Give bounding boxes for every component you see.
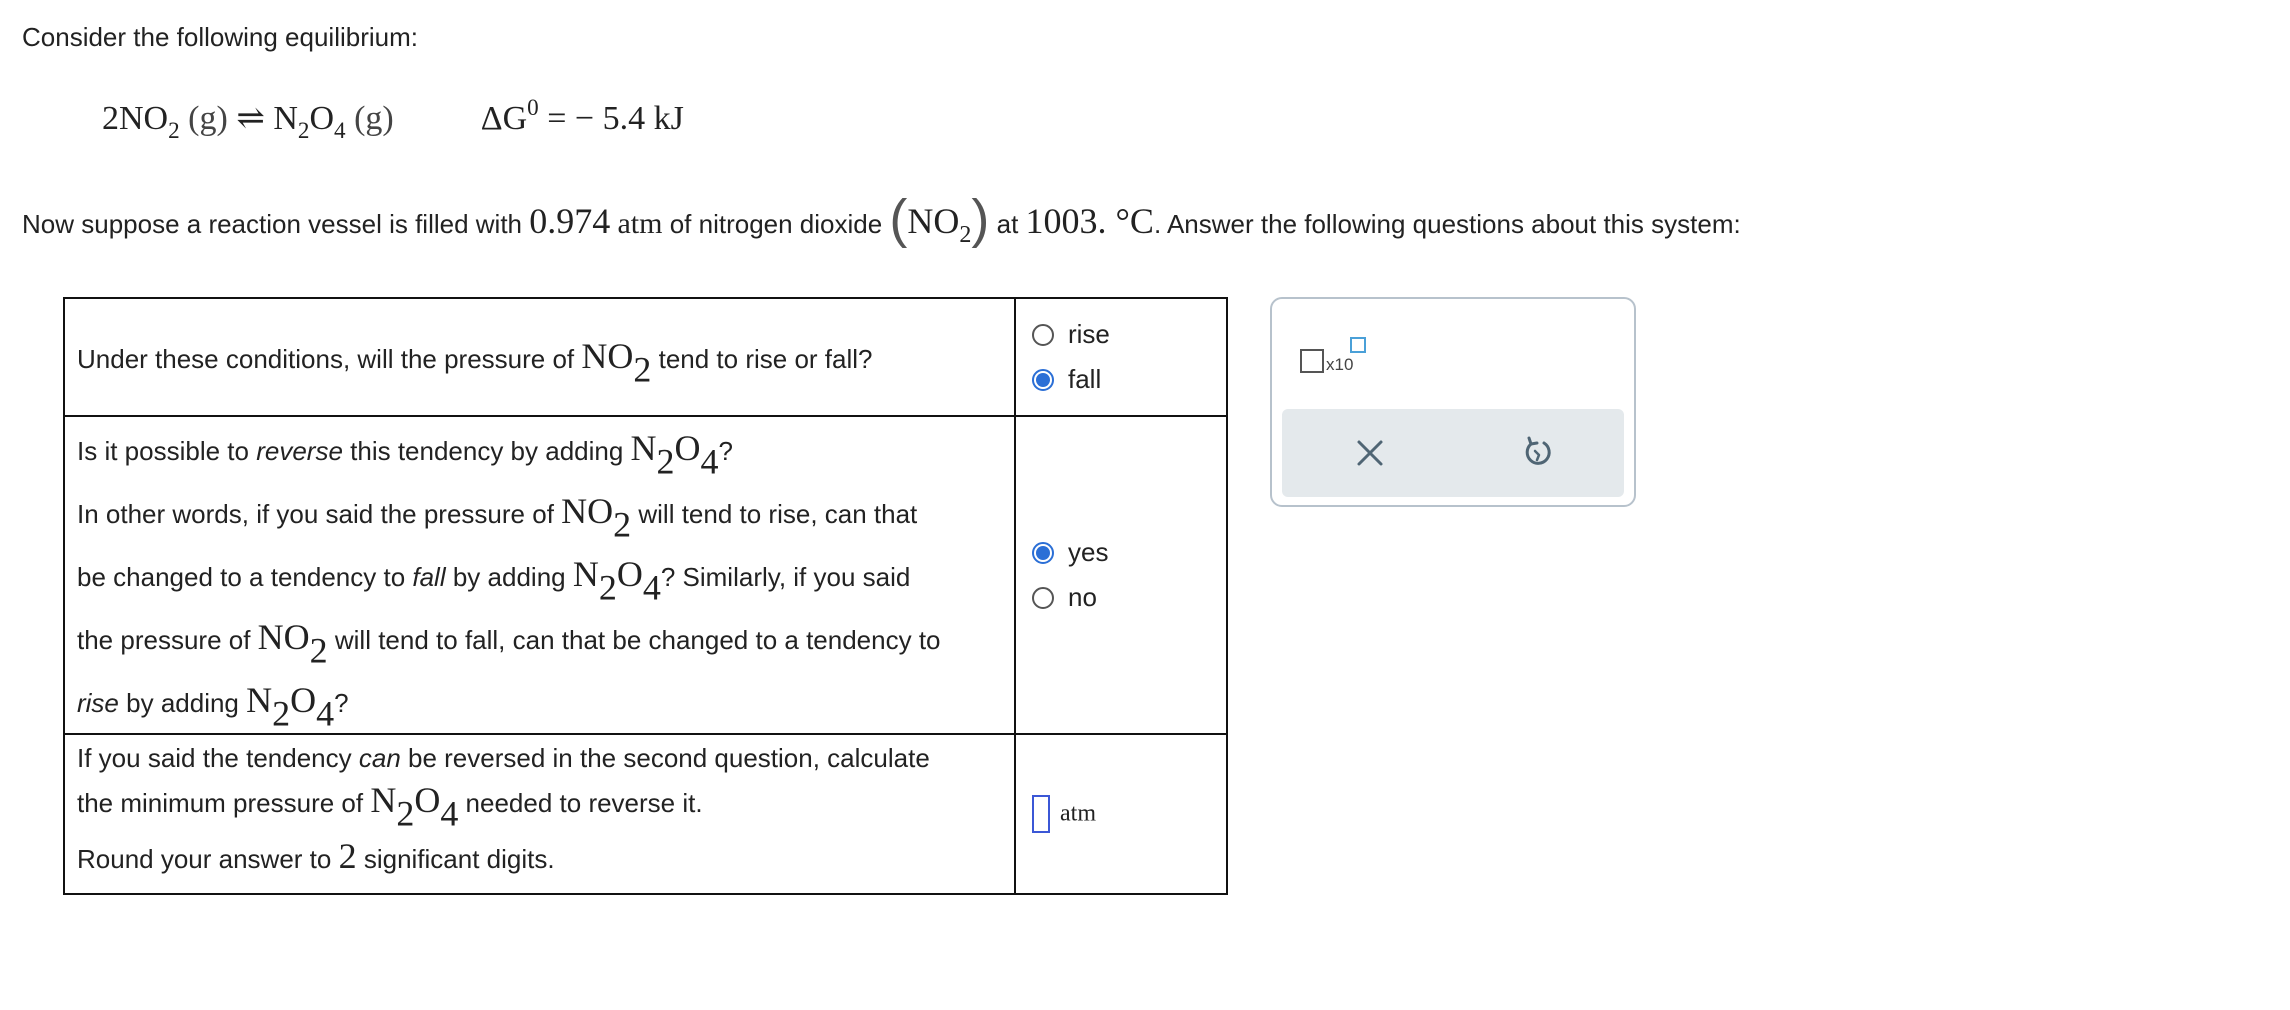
radio-no-button[interactable] bbox=[1032, 587, 1054, 609]
scenario-text: Now suppose a reaction vessel is filled with 0.974 atm of nitrogen dioxide $(NO_2)$ at 1003. °C. Answer the following questions about this system: bbox=[22, 189, 1741, 249]
question-table bbox=[63, 297, 1228, 895]
answer-3 bbox=[1015, 734, 1227, 894]
answer-unit: atm bbox=[1060, 800, 1096, 827]
answer-tools-panel bbox=[1270, 297, 1636, 507]
radio-no[interactable]: no bbox=[1032, 582, 1226, 613]
clear-button[interactable] bbox=[1348, 431, 1392, 475]
question-row-3 bbox=[64, 734, 1227, 894]
question-3: If you said the tendency can be reversed in the second question, calculate the minimum pressure of $N_2O_4$ needed to reverse it. Round your answer to 2 significant digits. bbox=[64, 734, 1015, 894]
undo-icon bbox=[1516, 431, 1560, 475]
product: $N_2O_4$ (g) bbox=[273, 100, 394, 144]
equilibrium-equation bbox=[102, 95, 684, 144]
answer-2 bbox=[1015, 416, 1227, 734]
radio-yes[interactable]: yes bbox=[1032, 537, 1226, 568]
intro-text: Consider the following equilibrium: bbox=[22, 22, 418, 52]
pressure-answer-input[interactable] bbox=[1032, 795, 1050, 833]
question-2: Is it possible to reverse this tendency by adding $N_2O_4$? In other words, if you said the pressure of $NO_2$ will tend to rise, can that be changed to a tendency to fall by adding $N_2O_4$? Similarly, if you said the pressure of $NO_2$ will tend to fall, can that be changed to a tendency to rise by adding $N_2O_4$? bbox=[64, 416, 1015, 734]
exponent-box-icon bbox=[1350, 337, 1366, 353]
reactant: $2NO_2$ (g) bbox=[102, 100, 228, 144]
radio-rise[interactable]: rise bbox=[1032, 319, 1226, 350]
gibbs-energy: $\Delta G^0$ = − 5.4 kJ bbox=[480, 95, 684, 137]
equilibrium-arrow: ⇌ bbox=[236, 100, 265, 137]
question-1: Under these conditions, will the pressure of $NO_2$ tend to rise or fall? bbox=[64, 298, 1015, 416]
answer-1 bbox=[1015, 298, 1227, 416]
radio-yes-button[interactable] bbox=[1032, 542, 1054, 564]
question-row-2 bbox=[64, 416, 1227, 734]
tool-action-bar bbox=[1282, 409, 1624, 497]
mantissa-box-icon bbox=[1300, 349, 1324, 373]
radio-rise-button[interactable] bbox=[1032, 324, 1054, 346]
x10-label: x10 bbox=[1326, 355, 1354, 374]
radio-fall[interactable]: fall bbox=[1032, 364, 1226, 395]
scientific-notation-button[interactable] bbox=[1300, 337, 1380, 387]
undo-button[interactable] bbox=[1516, 431, 1560, 475]
radio-fall-button[interactable] bbox=[1032, 369, 1054, 391]
question-row-1 bbox=[64, 298, 1227, 416]
close-icon bbox=[1348, 431, 1392, 475]
